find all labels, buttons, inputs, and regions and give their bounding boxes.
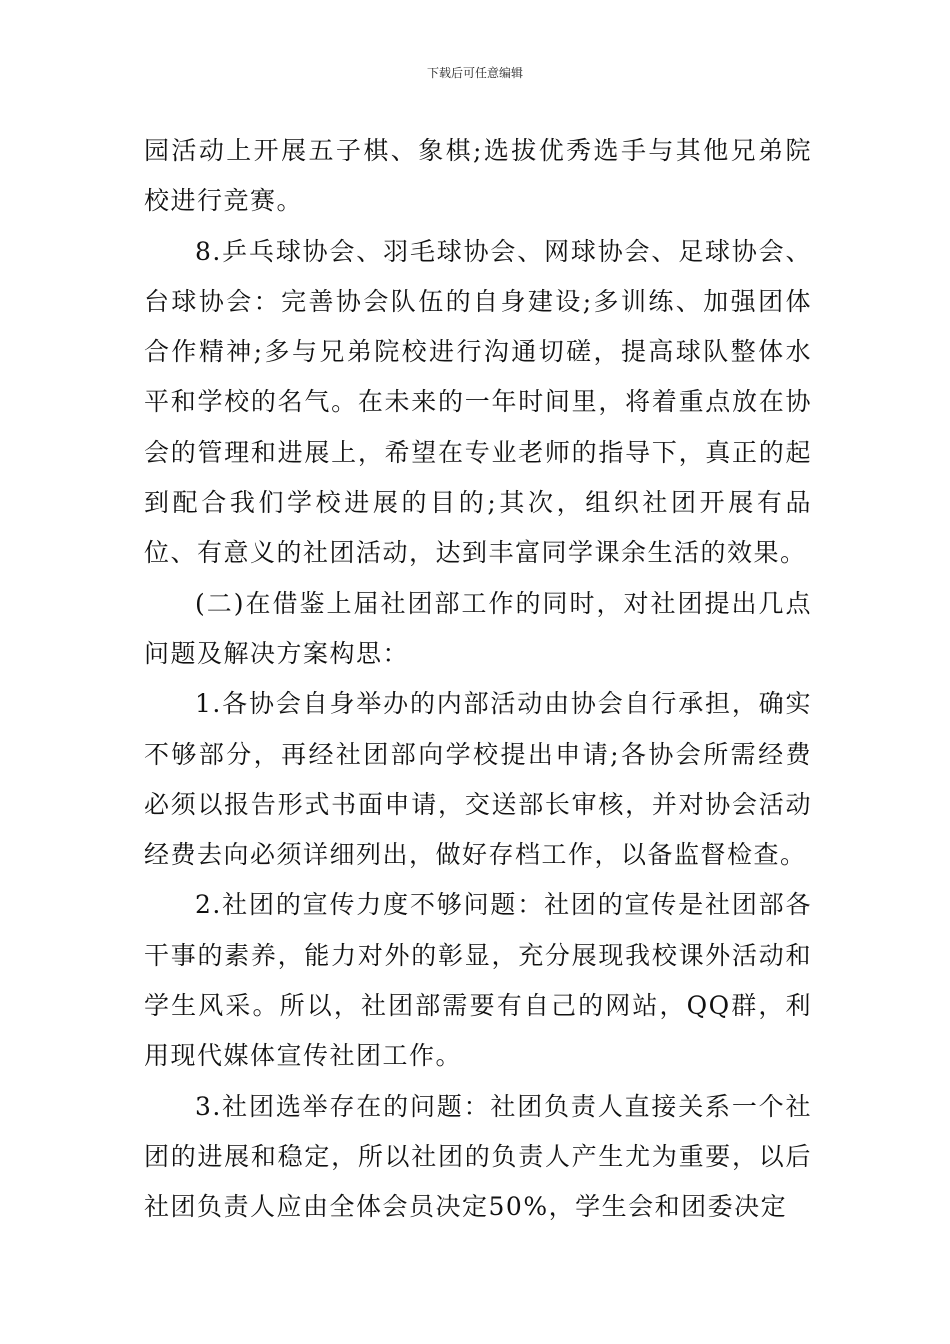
- paragraph-continuation: 园活动上开展五子棋、象棋;选拔优秀选手与其他兄弟院校进行竞赛。: [144, 136, 812, 216]
- paragraph-section-two: (二)在借鉴上届社团部工作的同时，对社团提出几点问题及解决方案构思：: [144, 588, 812, 668]
- paragraph-item-funding: 1.各协会自身举办的内部活动由协会自行承担，确实不够部分，再经社团部向学校提出申请;各协会所需经费必须以报告形式书面申请，交送部长审核，并对协会活动经费去向必须详细列出，做好存档工作，以备监督检查。: [144, 689, 812, 870]
- paragraph-item-election: 3.社团选举存在的问题：社团负责人直接关系一个社团的进展和稳定，所以社团的负责人产生尤为重要，以后社团负责人应由全体会员决定50%，学生会和团委决定: [144, 1091, 812, 1222]
- document-body: [144, 126, 812, 1233]
- paragraph-item-publicity: 2.社团的宣传力度不够问题：社团的宣传是社团部各干事的素养，能力对外的彰显，充分展现我校课外活动和学生风采。所以，社团部需要有自己的网站，QQ群，利用现代媒体宣传社团工作。: [144, 890, 812, 1071]
- page-header: 下载后可任意编辑: [426, 66, 523, 80]
- paragraph-ball-clubs: 8.乒乓球协会、羽毛球协会、网球协会、足球协会、台球协会：完善协会队伍的自身建设;多训练、加强团体合作精神;多与兄弟院校进行沟通切磋，提高球队整体水平和学校的名气。在未来的一年时间里，将着重点放在协会的管理和进展上，希望在专业老师的指导下，真正的起到配合我们学校进展的目的;其次，组织社团开展有品位、有意义的社团活动，达到丰富同学课余生活的效果。: [144, 236, 812, 568]
